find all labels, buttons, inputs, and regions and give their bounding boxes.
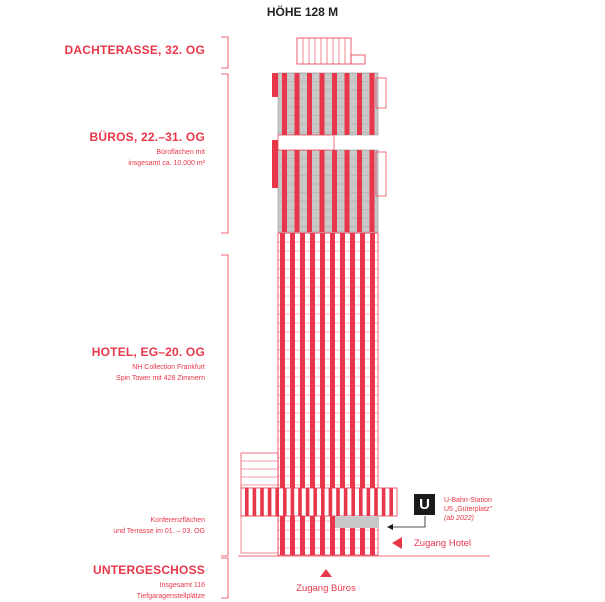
- ubahn-line-2: U5 „Güterplatz": [444, 506, 493, 513]
- office-fin: [320, 150, 325, 232]
- ubahn-line-3: (ab 2022): [444, 515, 474, 522]
- office-fin: [357, 73, 362, 135]
- office-fin: [357, 150, 362, 232]
- conference-fin: [351, 488, 355, 516]
- conference-fin: [245, 488, 249, 516]
- office-fin: [370, 150, 375, 232]
- office-heading: BÜROS, 22.–31. OG: [89, 130, 205, 144]
- conference-fin: [260, 488, 264, 516]
- conference-fin: [336, 488, 340, 516]
- section-brackets: [221, 37, 228, 598]
- bracket-office: [221, 74, 228, 233]
- conference-fin: [359, 488, 363, 516]
- conference-fin: [389, 488, 393, 516]
- label-basement: [93, 563, 205, 602]
- entrance-hotel-label: Zugang Hotel: [414, 538, 472, 549]
- conference-fin: [268, 488, 272, 516]
- office-entrance-arrow-icon: [320, 569, 332, 577]
- conference-fin: [298, 488, 302, 516]
- office-fin: [295, 73, 300, 135]
- office-fin: [332, 150, 337, 232]
- hotel-entrance-arrow-icon: [392, 537, 402, 549]
- conference-shadow: [335, 516, 379, 528]
- conference-fin: [306, 488, 310, 516]
- ubahn-connector: [393, 516, 425, 527]
- diagram-title: HÖHE 128 M: [266, 5, 339, 19]
- conference-fin: [374, 488, 378, 516]
- basement-desc-2: Tiefgaragenstellplätze: [136, 593, 205, 600]
- ubahn-station-text: [444, 496, 492, 523]
- roof-annex: [351, 55, 365, 64]
- conference-fin: [253, 488, 257, 516]
- hotel-heading: HOTEL, EG–20. OG: [91, 345, 205, 359]
- office-fin: [345, 150, 350, 232]
- roof-heading: DACHTERASSE, 32. OG: [64, 43, 205, 57]
- basement-heading: UNTERGESCHOSS: [93, 563, 205, 577]
- conference-fin: [367, 488, 371, 516]
- office-fin: [332, 73, 337, 135]
- office-fin: [320, 73, 325, 135]
- office-fin: [282, 150, 287, 232]
- office-desc-1: Büroflächen mit: [156, 149, 205, 156]
- conference-desc-2: und Terrasse im 01. – 03. OG: [113, 528, 205, 535]
- office-edge-red: [272, 140, 278, 188]
- label-roof: [65, 43, 206, 57]
- office-fin: [370, 73, 375, 135]
- ubahn-line-1: U-Bahn-Station: [444, 497, 492, 504]
- conference-fin: [283, 488, 287, 516]
- conference-fin: [291, 488, 295, 516]
- roof-structure: [297, 38, 351, 64]
- label-hotel: [92, 345, 205, 384]
- office-lower-block: [278, 150, 378, 232]
- label-office: [90, 130, 205, 169]
- office-terrace: [278, 135, 334, 150]
- conference-desc-1: Konferenzflächen: [150, 517, 205, 524]
- conference-fin: [344, 488, 348, 516]
- label-conference: [113, 515, 205, 537]
- office-fin: [307, 73, 312, 135]
- bracket-basement: [221, 558, 228, 598]
- bracket-hotel: [221, 255, 228, 556]
- ubahn-logo-icon: U: [414, 494, 435, 515]
- office-fin: [295, 150, 300, 232]
- conference-fin: [313, 488, 317, 516]
- ubahn-arrow-icon: [387, 524, 393, 530]
- office-edge-red: [272, 73, 278, 97]
- office-fin: [282, 73, 287, 135]
- hotel-desc-2: Spin Tower mit 428 Zimmern: [116, 375, 205, 382]
- hotel-desc-1: NH Collection Frankfurt: [132, 364, 205, 371]
- podium-low: [241, 453, 278, 488]
- tower-elevation: [238, 38, 493, 556]
- office-fin: [345, 73, 350, 135]
- conference-block: [241, 488, 397, 516]
- bracket-roof: [221, 37, 228, 68]
- office-upper-block: [278, 73, 378, 135]
- entrance-office-label: Zugang Büros: [296, 583, 356, 594]
- office-desc-2: insgesamt ca. 10.000 m²: [128, 160, 205, 167]
- base-left: [241, 516, 278, 553]
- conference-fin: [329, 488, 333, 516]
- conference-fin: [321, 488, 325, 516]
- conference-fin: [275, 488, 279, 516]
- basement-desc-1: Insgesamt 116: [159, 582, 205, 589]
- office-fin: [307, 150, 312, 232]
- conference-fin: [382, 488, 386, 516]
